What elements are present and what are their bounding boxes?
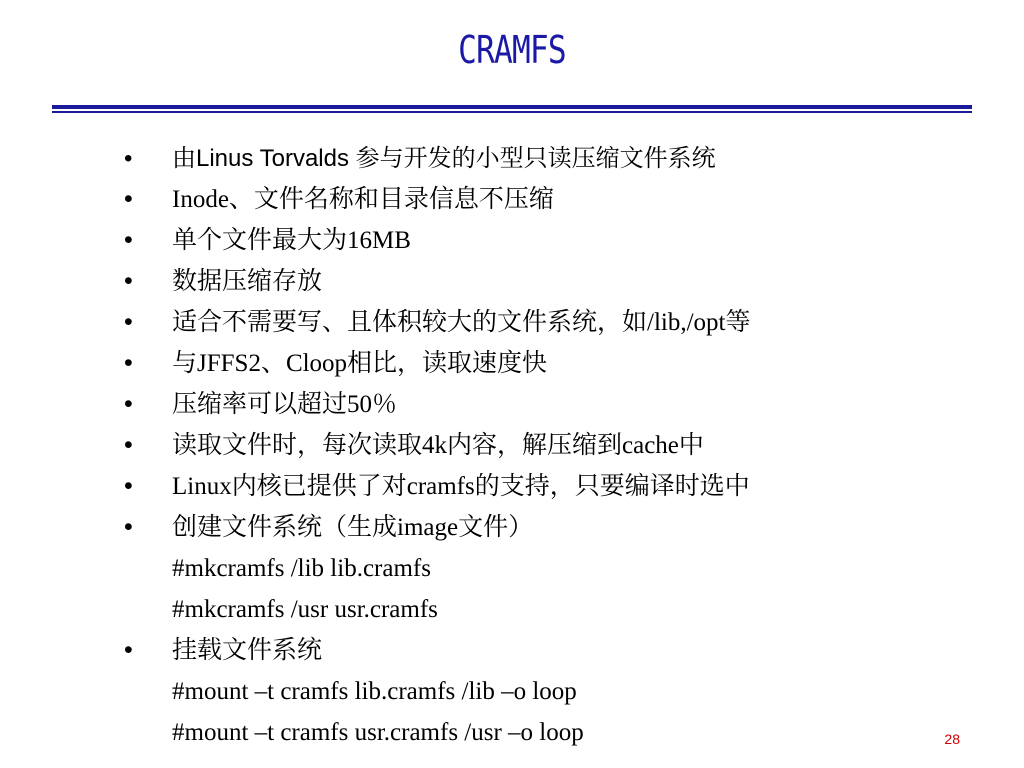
bullet-icon: • xyxy=(124,308,133,336)
bullet-icon: • xyxy=(124,472,133,500)
command-text: #mkcramfs /lib lib.cramfs xyxy=(172,555,431,582)
command-text: #mount –t cramfs lib.cramfs /lib –o loop xyxy=(172,678,577,705)
list-item xyxy=(124,179,984,220)
bullet-icon: • xyxy=(124,431,133,459)
list-item-text: Inode、文件名称和目录信息不压缩 xyxy=(172,186,554,213)
list-item-text: 创建文件系统（生成image文件） xyxy=(172,514,534,541)
list-item-text: 读取文件时，每次读取4k内容，解压缩到cache中 xyxy=(172,432,704,459)
list-item-text: 压缩率可以超过50％ xyxy=(172,391,398,418)
page-number: 28 xyxy=(944,731,960,747)
list-item xyxy=(124,384,984,425)
list-item xyxy=(124,507,984,548)
command-line xyxy=(124,671,984,712)
slide-title: CRAMFS xyxy=(458,28,566,72)
bullet-icon: • xyxy=(124,349,133,377)
bullet-list xyxy=(124,138,984,753)
list-item xyxy=(124,466,984,507)
list-item-text: 挂载文件系统 xyxy=(172,637,323,664)
list-item xyxy=(124,220,984,261)
list-item-text: 数据压缩存放 xyxy=(172,268,323,295)
list-item-text: 适合不需要写、且体积较大的文件系统，如/lib,/opt等 xyxy=(172,309,751,336)
list-item xyxy=(124,261,984,302)
list-item xyxy=(124,302,984,343)
list-item xyxy=(124,630,984,671)
command-line xyxy=(124,589,984,630)
list-item-text: 与JFFS2、Cloop相比，读取速度快 xyxy=(172,350,548,377)
bullet-icon: • xyxy=(124,185,133,213)
bullet-icon: • xyxy=(124,267,133,295)
list-item xyxy=(124,425,984,466)
title-divider-thick xyxy=(52,105,972,109)
bullet-icon: • xyxy=(124,513,133,541)
command-text: #mkcramfs /usr usr.cramfs xyxy=(172,596,438,623)
command-line xyxy=(124,548,984,589)
list-item-text: 单个文件最大为16MB xyxy=(172,227,411,254)
command-line xyxy=(124,712,984,753)
list-item-text: 由Linus Torvalds 参与开发的小型只读压缩文件系统 xyxy=(172,145,716,172)
list-item xyxy=(124,138,984,179)
title-divider-thin xyxy=(52,111,972,113)
command-text: #mount –t cramfs usr.cramfs /usr –o loop xyxy=(172,719,584,746)
list-item-text: Linux内核已提供了对cramfs的支持，只要编译时选中 xyxy=(172,473,750,500)
bullet-icon: • xyxy=(124,390,133,418)
bullet-icon: • xyxy=(124,145,133,172)
bullet-icon: • xyxy=(124,226,133,254)
list-item xyxy=(124,343,984,384)
bullet-icon: • xyxy=(124,636,133,664)
